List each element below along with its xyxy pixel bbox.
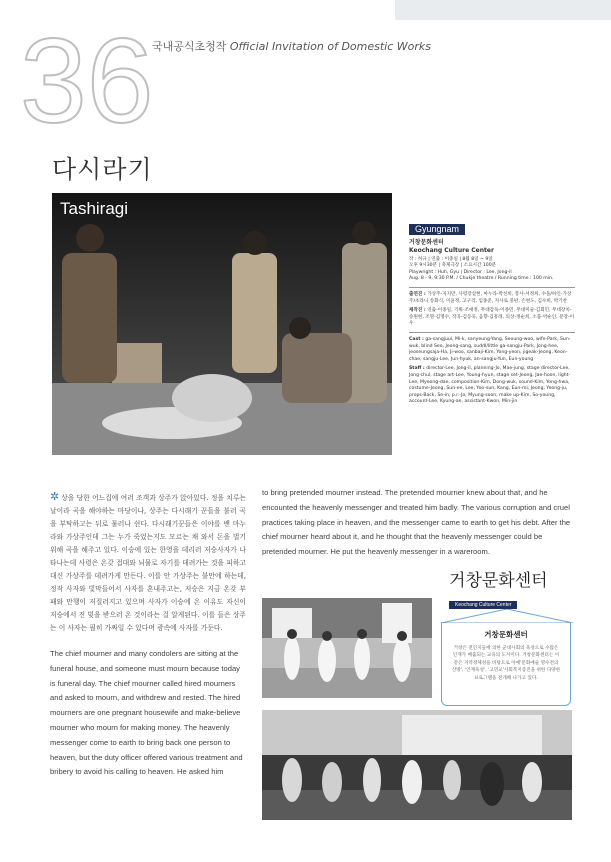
meta-kr-1: 작 : 허규 | 연출 : 이종일 | 8월 8일 ~ 9일 — [409, 256, 493, 262]
staff-en-text: director-Lee, Jong-il, planning-Jo, Mae-jung, stage director-Lee, Jong-chul, stage art-Lee, Young-hyun, stage set-Jeong, Jae-hoon, light-Lee, Myeong-dae, composition-Kim, Dong-wuk, sound-Kim, Yong-hwa, costume-Jeong, Sun-ee, Lee, Yoo-sun, Kang, Eun-mi, Jeong, Yeong-ju, props-Back, Se-in, p.r.-Jo, Myung-soon, make up-Kim, So-young, account-Lee, Kyung-ae, assistant-Kwon, Min-jin — [409, 366, 571, 405]
production-info — [409, 224, 575, 409]
company-heading — [449, 566, 548, 610]
flower-icon: ✲ — [50, 490, 60, 503]
header-band — [395, 0, 611, 20]
cast-kr-text: 가상주-지지만, 사령장삼현, 마누라-박선희, 봉사-서정희, 수돌/하인-가상주/초라니 송화식, 이윤정, 고구리, 임종준, 자사로 중판, 손현도, 김수희, 박기찬 — [409, 291, 572, 304]
company-heading-en: Keochang Culture Center — [449, 601, 517, 609]
company-heading-kr: 거창문화센터 — [449, 571, 548, 591]
company-box-desc: 거창은 전인지들에 의한 군대사회의 육성으로 수많은 인재가 배출되는 교육의 도시이다. 거창문화센터는 이같은 지역정체성을 바탕으로 아예'문화예술 명수전의 산방', '인재육성', '고민교'사회복지증진을 위한 다양한 프로그램을 전개해 나가고 있다. — [451, 646, 561, 681]
photo-caption: Tashiragi — [60, 199, 129, 218]
cast-en — [409, 337, 575, 363]
staff-en — [409, 366, 575, 406]
cast-en-label: Cast : — [409, 336, 424, 342]
section-en: Official Invitation of Domestic Works — [229, 40, 432, 53]
page-title: 다시라기 — [52, 155, 153, 184]
section-heading — [152, 38, 431, 54]
company-name-en: Keochang Culture Center — [409, 246, 494, 254]
meta-en-2: Aug. 8 - 9, 9:30 P.M. / Chukje theatre / Running time : 100 min. — [409, 276, 554, 282]
stage-photo-wide — [262, 710, 572, 820]
meta-kr-2: 오후 9시30분 | 축제극장 | 소요시간 100분 — [409, 263, 497, 269]
staff-kr — [409, 308, 575, 328]
region-badge: Gyungnam — [409, 224, 465, 235]
staff-kr-text: 연출-이종일, 기획-조애정, 무대감독-이종민, 무대미술-김회민, 무대장치-송원현, 조명-김명수, 작곡-김동욱, 음향-김흥래, 의상-정순희, 소품-박순인, 분장-이우 — [409, 308, 575, 327]
divider — [409, 287, 575, 288]
meta-en-1: Playwright : Huh, Gyu | Director : Lee, Jong-il — [409, 269, 512, 275]
section-kr: 국내공식초청작 — [152, 40, 227, 53]
cast-kr-label: 출연진 : — [409, 291, 426, 297]
divider — [409, 332, 575, 333]
company-name-kr: 거창문화센터 — [409, 238, 444, 246]
page-number — [20, 24, 160, 134]
synopsis-en-left: The chief mourner and many condolers are sitting at the funeral house, and someone must mourn because today is funeral day. The chief mourner called hired mourners and asked to mourn, and withdrew and rested. The hired mourners are one pregnant housewife and make-believe mourner who mourn for making money. The heavenly messenger come to earth to bring back one person to heaven, but the duty officer offered various treatment and bribery to avoid his calling to heaven. He asked him — [50, 649, 243, 777]
company-box-title: 거창문화센터 — [484, 630, 528, 639]
synopsis-kr — [50, 490, 246, 635]
roof-shape — [441, 609, 573, 623]
synopsis-left — [50, 490, 246, 780]
staff-en-label: Staff : — [409, 366, 425, 372]
synopsis-kr-text: 상을 당한 어느집에 여러 조객과 상주가 앉아있다. 정을 치루는 날이라 곡을 해야하는 마당이나, 상주는 다시래기 꾼들을 불러 곡을 부탁하고는 뒤로 물러나 쉰다. 다시래기꾼들은 이야를 밴 마누라와 가상주인데 그는 누가 죽었는지도 모르는 채 와서 돈을 벌기위해 곡을 해주고 있다. 이승에 있는 한영을 데리러 저승사자가 나타나는데 사령은 온갖 접대와 뇌물로 자기를 데려가는 것을 피하고 대신 가상주를 데려가게 만든다. 이를 안 가상주는 불만에 하는데, 정작 사자와 빛막들어서 사자를 혼내주고는, 저승은 지금 온갖 부패와 만행이 저질러지고 있으며 사자가 이승에 온 이유도 자신이 저승에서 진 빚을 받으러 온 것이라는 걸 알게된다. 이를 들은 상주는 이 사자는 필히 가짜일 수 있다며 광속에 사자를 가둔다. — [50, 494, 246, 632]
svg-text:36: 36 — [20, 24, 154, 134]
stage-photo-small — [262, 598, 432, 698]
main-stage-photo — [52, 193, 392, 455]
cast-en-text: ga-sangjuui, Mi-k, sanyeung-Yang, Seoung-woo, wife-Park, Sun-wuk, blind Seo, Jeong-sang, suddl/little ga-sangju-Park, Jong-hee, jeoseungsaja-Ha, Ji-woo, sanbaji-Kim, Yong-yeon, jigeak-Jeong, Keon-chae, sangju-Lee, Jun-hyuk, an-sangju-Yun, Eun-young — [409, 336, 571, 362]
company-info-box — [441, 622, 571, 706]
staff-kr-label: 제작진 : — [409, 308, 426, 314]
synopsis-en-right: to bring pretended mourner instead. The pretended mourner knew about that, and he encounted the heavenly messenger and treated him badly. The various corruption and cruel practices taking place in heaven, and the messenger came to earth to get his debt. After the chief mourner heard about it, and he thought that the heavenly messenger could be pretended mourner. He put the heavenly messenger in a wareroom. — [262, 488, 571, 557]
cast-kr — [409, 292, 575, 305]
